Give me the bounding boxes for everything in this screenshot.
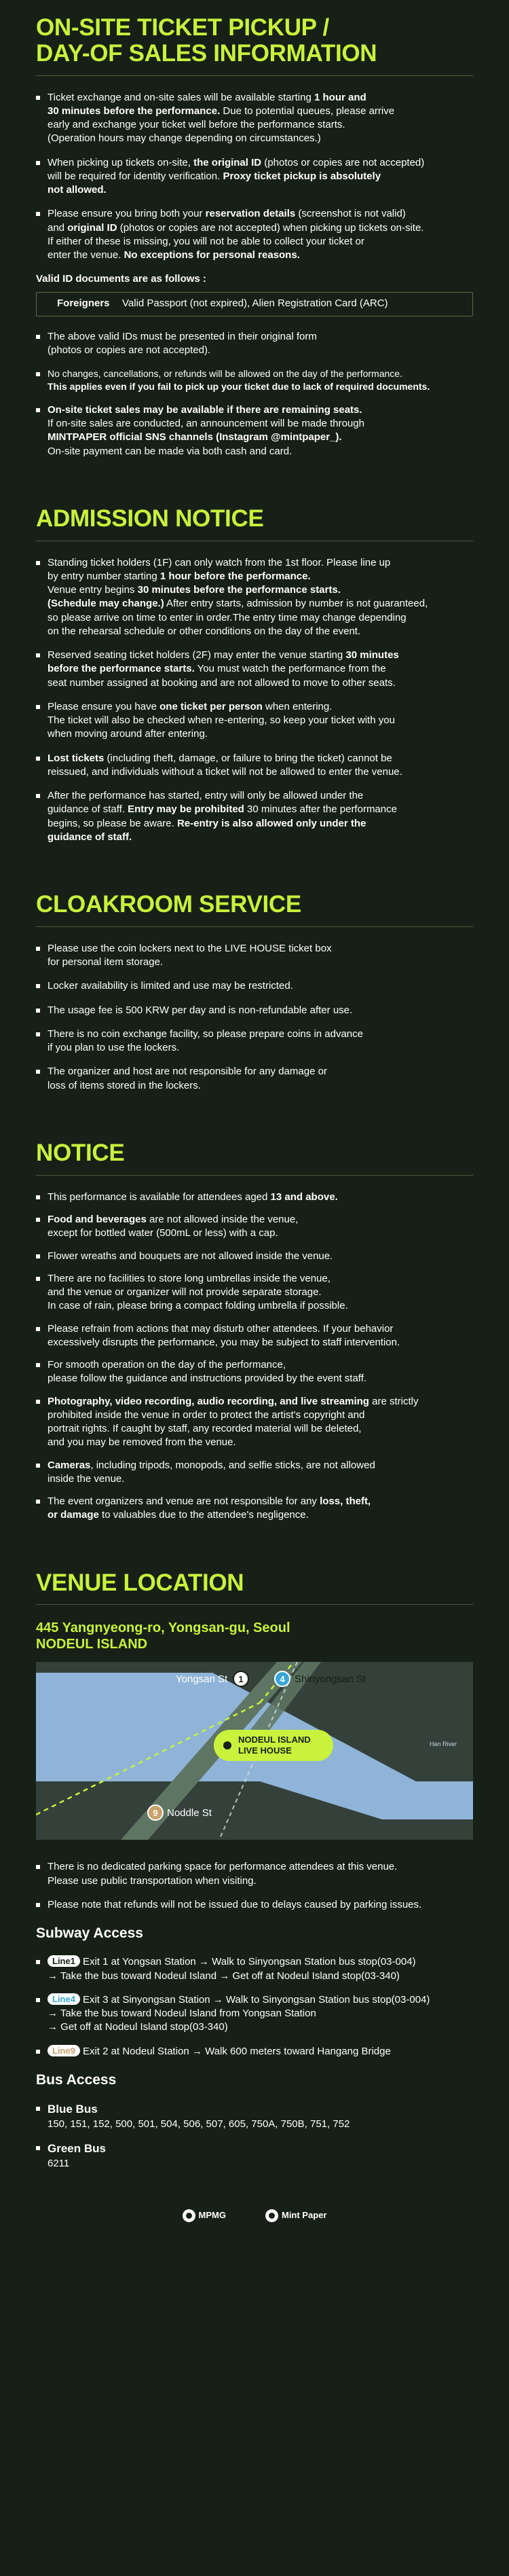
list-item: Please use the coin lockers next to the LIVE HOUSE ticket box for personal item storage. xyxy=(36,942,473,970)
list-item: Food and beverages are not allowed inside the venue, except for bottled water (500mL or less) with a cap. xyxy=(36,1213,473,1241)
svg-text:1: 1 xyxy=(238,1674,244,1685)
venue-label-2: LIVE HOUSE xyxy=(238,1745,292,1756)
line1-badge: Line1 xyxy=(48,1955,80,1967)
venue-dot-icon xyxy=(223,1741,231,1749)
map-graphic xyxy=(36,1662,473,1840)
divider xyxy=(36,926,473,927)
notice-title: NOTICE xyxy=(36,1139,125,1166)
valid-id-key: Foreigners xyxy=(57,297,110,310)
notice-list xyxy=(36,1191,473,1523)
venue-title: VENUE LOCATION xyxy=(36,1569,244,1596)
list-item: Photography, video recording, audio recording, and live streaming are strictly prohibited inside the venue in order to protect the artist's copyright and portrait rights. If caught by staff, any recorded material will be deleted, and you may be removed from the venue. xyxy=(36,1395,473,1450)
subway-item-line1: Line1 Exit 1 at Yongsan Station → Walk to Sinyongsan Station bus stop(03-004) → Take the bus toward Nodeul Island → Get off at Nodeul Island stop(03-340) xyxy=(36,1955,473,1983)
mintpaper-logo: Mint Paper xyxy=(265,2209,326,2222)
svg-text:4: 4 xyxy=(280,1674,285,1685)
svg-text:9: 9 xyxy=(153,1808,158,1819)
river-label: Han River xyxy=(429,1741,457,1748)
line9-badge: Line9 xyxy=(48,2045,80,2056)
list-item: For smooth operation on the day of the performance, please follow the guidance and instructions provided by the event staff. xyxy=(36,1358,473,1386)
station-label-yongsan: Yongsan St xyxy=(176,1673,228,1686)
divider xyxy=(36,75,473,76)
venue-label-1: NODEUL ISLAND xyxy=(238,1735,311,1745)
admission-title: ADMISSION NOTICE xyxy=(36,505,264,532)
list-item: The event organizers and venue are not responsible for any loss, theft, or damage to valuables due to the attendee's negligence. xyxy=(36,1495,473,1523)
divider xyxy=(36,1175,473,1176)
valid-id-table xyxy=(36,292,473,316)
admission-list xyxy=(36,556,473,845)
list-item: Locker availability is limited and use may be restricted. xyxy=(36,979,473,993)
list-item: The usage fee is 500 KRW per day and is non-refundable after use. xyxy=(36,1004,473,1017)
list-item: Cameras, including tripods, monopods, and selfie sticks, are not allowed inside the venue. xyxy=(36,1459,473,1487)
list-item: Please ensure you bring both your reservation details (screenshot is not valid) and original ID (photos or copies are not accepted) when picking up tickets on-site. If either of these is missing, you will not be able to collect your ticket or enter the venue. No exceptions for personal reasons. xyxy=(36,207,473,262)
list-item: Please note that refunds will not be issued due to delays caused by parking issues. xyxy=(36,1898,473,1912)
subway-title: Subway Access xyxy=(36,1925,143,1942)
list-item: Ticket exchange and on-site sales will be available starting 1 hour and 30 minutes before the performance. Due to potential queues, please arrive early and exchange your ticket well before the performance starts. (Operation hours may change depending on circumstances.) xyxy=(36,91,473,146)
cloakroom-section xyxy=(36,892,473,1093)
list-item: There is no dedicated parking space for performance attendees at this venue. Please use public transportation when visiting. xyxy=(36,1860,473,1888)
divider xyxy=(36,1604,473,1605)
bus-title: Bus Access xyxy=(36,2071,117,2088)
valid-id-title: Valid ID documents are as follows : xyxy=(36,273,206,285)
list-item: Lost tickets (including theft, damage, or failure to bring the ticket) cannot be reissued, and individuals without a ticket will not be allowed to enter the venue. xyxy=(36,752,473,780)
list-item: Reserved seating ticket holders (2F) may enter the venue starting 30 minutes before the performance starts. You must watch the performance from the seat number assigned at booking and are not allowed to move to other seats. xyxy=(36,649,473,690)
list-item: The above valid IDs must be presented in their original form (photos or copies are not accepted). xyxy=(36,330,473,358)
list-item: There is no coin exchange facility, so please prepare coins in advance if you plan to use the lockers. xyxy=(36,1028,473,1055)
list-item: After the performance has started, entry will only be allowed under the guidance of staff. Entry may be prohibited 30 minutes after the performance begins, so please be aware. Re-entry is also allowed only under the guidance of staff. xyxy=(36,789,473,844)
pickup-title: ON-SITE TICKET PICKUP / DAY-OF SALES INFORMATION xyxy=(36,14,377,67)
list-item: No changes, cancellations, or refunds will be allowed on the day of the performance. This applies even if you fail to pick up your ticket due to lack of required documents. xyxy=(36,367,473,393)
list-item: Please refrain from actions that may disturb other attendees. If your behavior excessively disrupts the performance, you may be subject to staff intervention. xyxy=(36,1322,473,1350)
venue-list xyxy=(36,1860,473,1912)
admission-section xyxy=(36,506,473,844)
station-label-noddeul: Noddle St xyxy=(167,1807,212,1819)
list-item: There are no facilities to store long umbrellas inside the venue, and the venue or organizer will not provide separate storage. In case of rain, please bring a compact folding umbrella if possible. xyxy=(36,1272,473,1313)
bus-item-green: Green Bus 6211 xyxy=(36,2141,473,2171)
notice-section xyxy=(36,1140,473,1523)
cloakroom-list xyxy=(36,942,473,1093)
valid-id-value: Valid Passport (not expired), Alien Registration Card (ARC) xyxy=(122,297,388,310)
bus-list xyxy=(36,2102,473,2171)
bus-item-blue: Blue Bus 150, 151, 152, 500, 501, 504, 506, 507, 605, 750A, 750B, 751, 752 xyxy=(36,2102,473,2131)
list-item: The organizer and host are not responsible for any damage or loss of items stored in the lockers. xyxy=(36,1065,473,1093)
pickup-list xyxy=(36,91,473,263)
list-item: Please ensure you have one ticket per person when entering. The ticket will also be checked when re-entering, so keep your ticket with you when moving around after entering. xyxy=(36,700,473,742)
pickup-section xyxy=(36,15,473,458)
cloakroom-title: CLOAKROOM SERVICE xyxy=(36,891,301,918)
list-item: When picking up tickets on-site, the original ID (photos or copies are not accepted) will be required for identity verification. Proxy ticket pickup is absolutely not allowed. xyxy=(36,156,473,198)
list-item: On-site ticket sales may be available if there are remaining seats. If on-site sales are conducted, an announcement will be made through MINTPAPER official SNS channels (Instagram @mintpaper_). On-site payment can be made via both cash and card. xyxy=(36,403,473,458)
pickup-list-2 xyxy=(36,330,473,458)
subway-list xyxy=(36,1955,473,2058)
mintpaper-logo-icon xyxy=(265,2209,278,2222)
venue-map[interactable] xyxy=(36,1662,473,1840)
mpmg-logo-icon xyxy=(183,2209,195,2222)
station-label-shinyongsan: Shinyongsan St xyxy=(295,1673,366,1686)
venue-address: 445 Yangnyeong-ro, Yongsan-gu, Seoul NODEUL ISLAND xyxy=(36,1620,290,1652)
list-item: This performance is available for attendees aged 13 and above. xyxy=(36,1191,473,1204)
footer-logos xyxy=(36,2209,473,2222)
mpmg-logo: MPMG xyxy=(183,2209,226,2222)
subway-item-line4: Line4 Exit 3 at Sinyongsan Station → Walk to Sinyongsan Station bus stop(03-004) → Take the bus toward Nodeul Island from Yongsan Station → Get off at Nodeul Island stop(03-340) xyxy=(36,1993,473,2035)
list-item: Flower wreaths and bouquets are not allowed inside the venue. xyxy=(36,1250,473,1263)
subway-item-line9: Line9 Exit 2 at Nodeul Station → Walk 600 meters toward Hangang Bridge xyxy=(36,2045,473,2058)
line4-badge: Line4 xyxy=(48,1993,80,2005)
list-item: Standing ticket holders (1F) can only watch from the 1st floor. Please line up by entry number starting 1 hour before the performance. Venue entry begins 30 minutes before the performance starts. (Schedule may change.) After entry starts, admission by number is not guaranteed, so please arrive on time to enter in order.The entry time may change depending on the rehearsal schedule or other conditions on the day of the event. xyxy=(36,556,473,639)
venue-section xyxy=(36,1570,473,2171)
